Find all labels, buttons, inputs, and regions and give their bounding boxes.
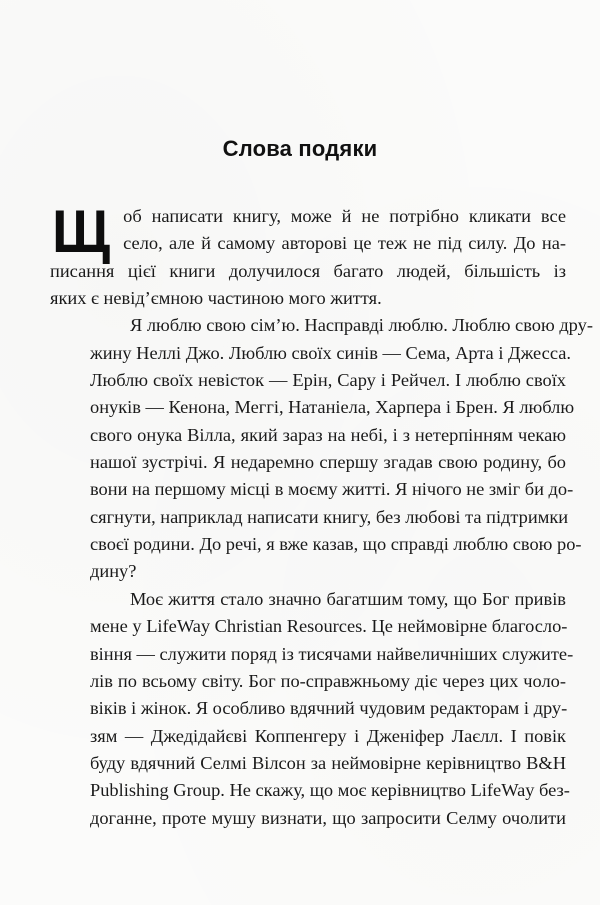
text-line: вони на першому місці в моєму житті. Я нічого не зміг би до- bbox=[90, 479, 574, 500]
text-line: доганне, проте мушу визнати, що запросити Селму очолити bbox=[90, 807, 566, 828]
text-line: мене у LifeWay Christian Resources. Це неймовірне благосло- bbox=[90, 616, 568, 637]
text-line: сягнути, наприклад написати книгу, без любові та підтримки bbox=[90, 506, 569, 527]
text-line: буду вдячний Селмі Вілсон за неймовірне керівництво B&H bbox=[90, 752, 566, 773]
text-line: лів по всьому світу. Бог по-справжньому діє через цих чоло- bbox=[90, 670, 566, 691]
text-line: віння — служити поряд із тисячами найвеличніших служите- bbox=[90, 643, 574, 664]
text-line: жину Неллі Джо. Люблю своїх синів — Сема, Арта і Джесса. bbox=[90, 342, 571, 363]
text-line: своєї родини. До речі, я вже казав, що справді люблю свою ро- bbox=[90, 534, 582, 555]
text-line: дину? bbox=[90, 561, 137, 582]
text-line: об написати книгу, може й не потрібно кликати все bbox=[123, 206, 566, 226]
text-line: Моє життя стало значно багатшим тому, що Бог привів bbox=[130, 588, 566, 609]
text-line: писання цієї книги долучилося багато людей, більшість із bbox=[50, 260, 566, 281]
page-title: Слова подяки bbox=[222, 136, 378, 161]
text-line: зям — Джедідайєві Коппенгеру і Дженіфер Лаєлл. І повік bbox=[90, 725, 566, 746]
paragraph-2 bbox=[50, 312, 593, 585]
text-line: Люблю своїх невісток — Ерін, Сару і Рейчел. І люблю своїх bbox=[90, 370, 566, 391]
text-line: свого онука Вілла, який зараз на небі, і з нетерпінням чекаю bbox=[90, 424, 566, 445]
drop-cap: Щ bbox=[52, 198, 111, 265]
text-line: віків і жінок. Я особливо вдячний чудовим редакторам і дру- bbox=[90, 698, 568, 719]
text-line: село, але й самому авторові це теж не під силу. До на- bbox=[123, 233, 566, 254]
paragraph-3 bbox=[50, 586, 574, 832]
body-text bbox=[50, 198, 593, 832]
text-line: яких є невід’ємною частиною мого життя. bbox=[50, 288, 382, 309]
paragraph-1 bbox=[50, 198, 566, 312]
text-line: нашої зустрічі. Я недаремно спершу згадав свою родину, бо bbox=[90, 452, 566, 473]
text-line: онуків — Кенона, Меггі, Натаніела, Харпера і Брен. Я люблю bbox=[90, 397, 575, 418]
text-line: Publishing Group. Не скажу, що моє керівництво LifeWay без- bbox=[90, 780, 570, 801]
text-line: Я люблю свою сім’ю. Насправді люблю. Люблю свою дру- bbox=[130, 315, 593, 336]
